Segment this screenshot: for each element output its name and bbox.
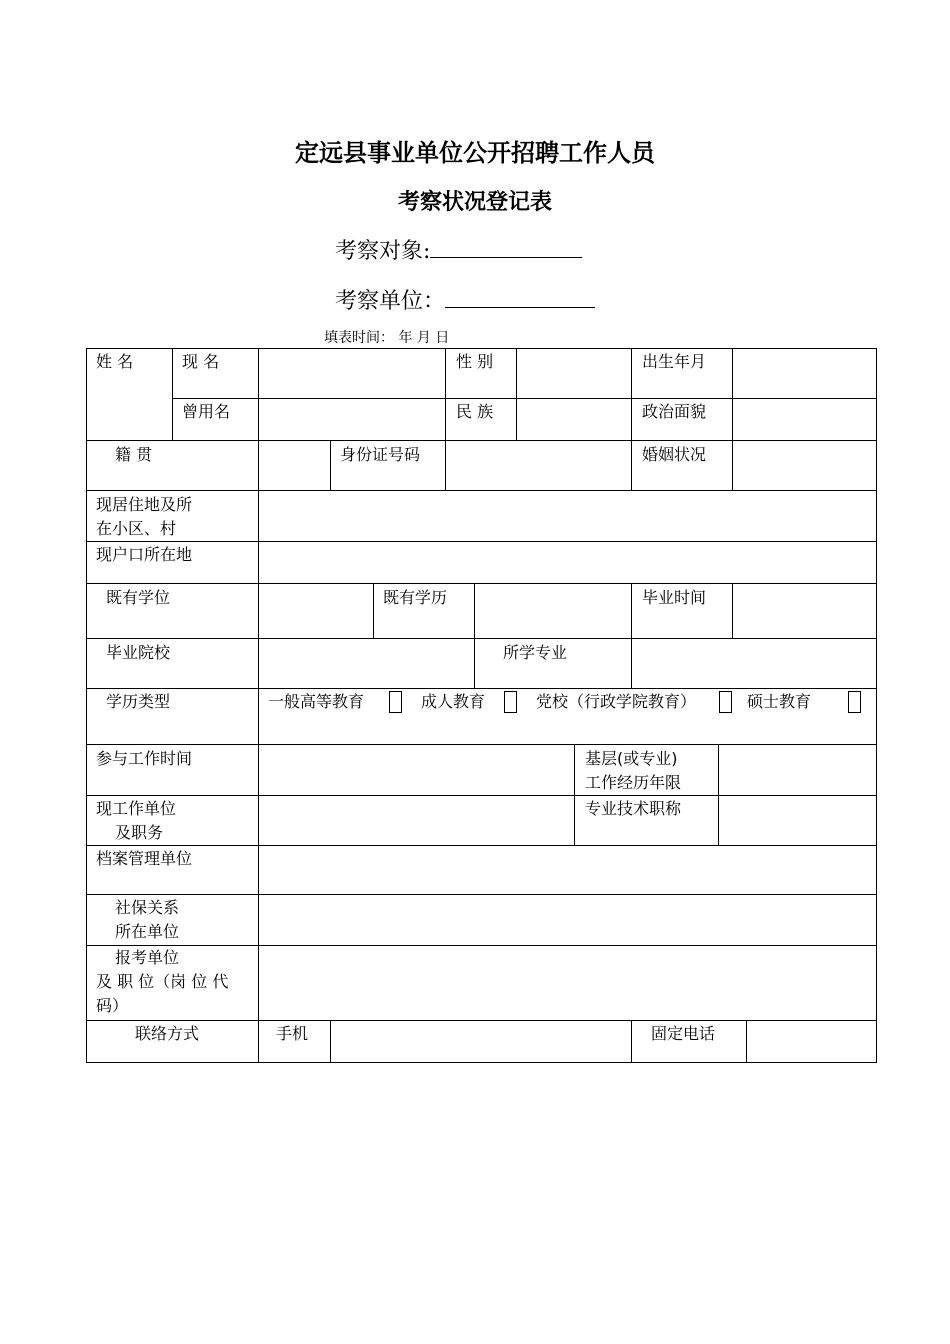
major-field[interactable]: [632, 639, 876, 688]
label-former-name: 曾用名: [182, 402, 231, 421]
label-marital: 婚姻状况: [642, 445, 707, 464]
edu-option-master: 硕士教育: [747, 692, 812, 711]
label-social-1: 社保关系: [115, 898, 180, 917]
label-ethnicity: 民 族: [456, 402, 494, 421]
label-apply-1: 报考单位: [115, 948, 180, 967]
edu-adult-checkbox[interactable]: [504, 691, 517, 713]
gender-field[interactable]: [517, 349, 631, 398]
document-subtitle: 考察状况登记表: [397, 190, 552, 215]
unit-blank[interactable]: [445, 287, 595, 308]
label-grassroots-1: 基层(或专业): [585, 749, 678, 768]
apply-field[interactable]: [259, 946, 876, 1020]
edu-option-adult: 成人教育: [421, 692, 486, 711]
label-contact: 联络方式: [135, 1024, 200, 1043]
label-workplace-2: 及职务: [115, 823, 164, 842]
landline-field[interactable]: [747, 1021, 876, 1062]
current-name-field[interactable]: [259, 349, 445, 398]
label-birth: 出生年月: [642, 352, 707, 371]
fill-date: 填表时间： 年 月 日: [324, 330, 450, 346]
label-work-start: 参与工作时间: [96, 749, 193, 768]
document-title: 定远县事业单位公开招聘工作人员: [295, 139, 655, 167]
label-id-number: 身份证号码: [340, 445, 421, 464]
label-name: 姓 名: [96, 352, 134, 371]
label-political: 政治面貌: [642, 402, 707, 421]
label-apply-3: 码）: [96, 996, 129, 1015]
id-number-field[interactable]: [446, 441, 631, 490]
label-major: 所学专业: [503, 643, 568, 662]
edu-option-party-school: 党校（行政学院教育）: [536, 692, 697, 711]
native-place-field[interactable]: [259, 441, 330, 490]
edu-option-general: 一般高等教育: [268, 692, 365, 711]
label-gender: 性 别: [456, 352, 494, 371]
residence-field[interactable]: [259, 491, 876, 541]
subject-label: 考察对象:: [335, 239, 431, 264]
label-education: 既有学历: [383, 588, 448, 607]
label-school: 毕业院校: [106, 643, 171, 662]
label-edu-type: 学历类型: [106, 692, 171, 711]
ethnicity-field[interactable]: [517, 399, 631, 440]
label-residence-1: 现居住地及所: [96, 495, 193, 514]
edu-general-checkbox[interactable]: [389, 691, 402, 713]
work-start-field[interactable]: [259, 745, 574, 795]
education-field[interactable]: [475, 584, 631, 638]
label-grassroots-2: 工作经历年限: [585, 773, 682, 792]
title-field[interactable]: [719, 796, 876, 845]
social-field[interactable]: [259, 895, 876, 945]
label-current-name: 现 名: [182, 352, 220, 371]
subject-row: [335, 234, 582, 265]
label-landline: 固定电话: [651, 1024, 716, 1043]
label-degree: 既有学位: [106, 588, 171, 607]
label-social-2: 所在单位: [115, 922, 180, 941]
label-apply-2: 及 职 位（岗 位 代: [96, 972, 229, 991]
archive-field[interactable]: [259, 846, 876, 894]
birth-field[interactable]: [733, 349, 876, 398]
grassroots-field[interactable]: [719, 745, 876, 795]
label-mobile: 手机: [276, 1024, 309, 1043]
label-native-place: 籍 贯: [115, 445, 153, 464]
marital-field[interactable]: [733, 441, 876, 490]
label-title: 专业技术职称: [585, 799, 682, 818]
mobile-field[interactable]: [331, 1021, 631, 1062]
label-hukou: 现户口所在地: [96, 545, 193, 564]
grad-time-field[interactable]: [733, 584, 876, 638]
edu-master-checkbox[interactable]: [848, 691, 861, 713]
unit-label: 考察单位：: [335, 289, 446, 314]
political-field[interactable]: [733, 399, 876, 440]
former-name-field[interactable]: [259, 399, 445, 440]
edu-party-school-checkbox[interactable]: [719, 691, 732, 713]
label-workplace-1: 现工作单位: [96, 799, 177, 818]
label-archive: 档案管理单位: [96, 849, 193, 868]
label-grad-time: 毕业时间: [642, 588, 707, 607]
subject-blank[interactable]: [430, 237, 582, 258]
workplace-field[interactable]: [259, 796, 574, 845]
label-residence-2: 在小区、村: [96, 519, 177, 538]
hukou-field[interactable]: [259, 542, 876, 583]
unit-row: [335, 284, 595, 315]
degree-field[interactable]: [259, 584, 373, 638]
school-field[interactable]: [259, 639, 474, 688]
